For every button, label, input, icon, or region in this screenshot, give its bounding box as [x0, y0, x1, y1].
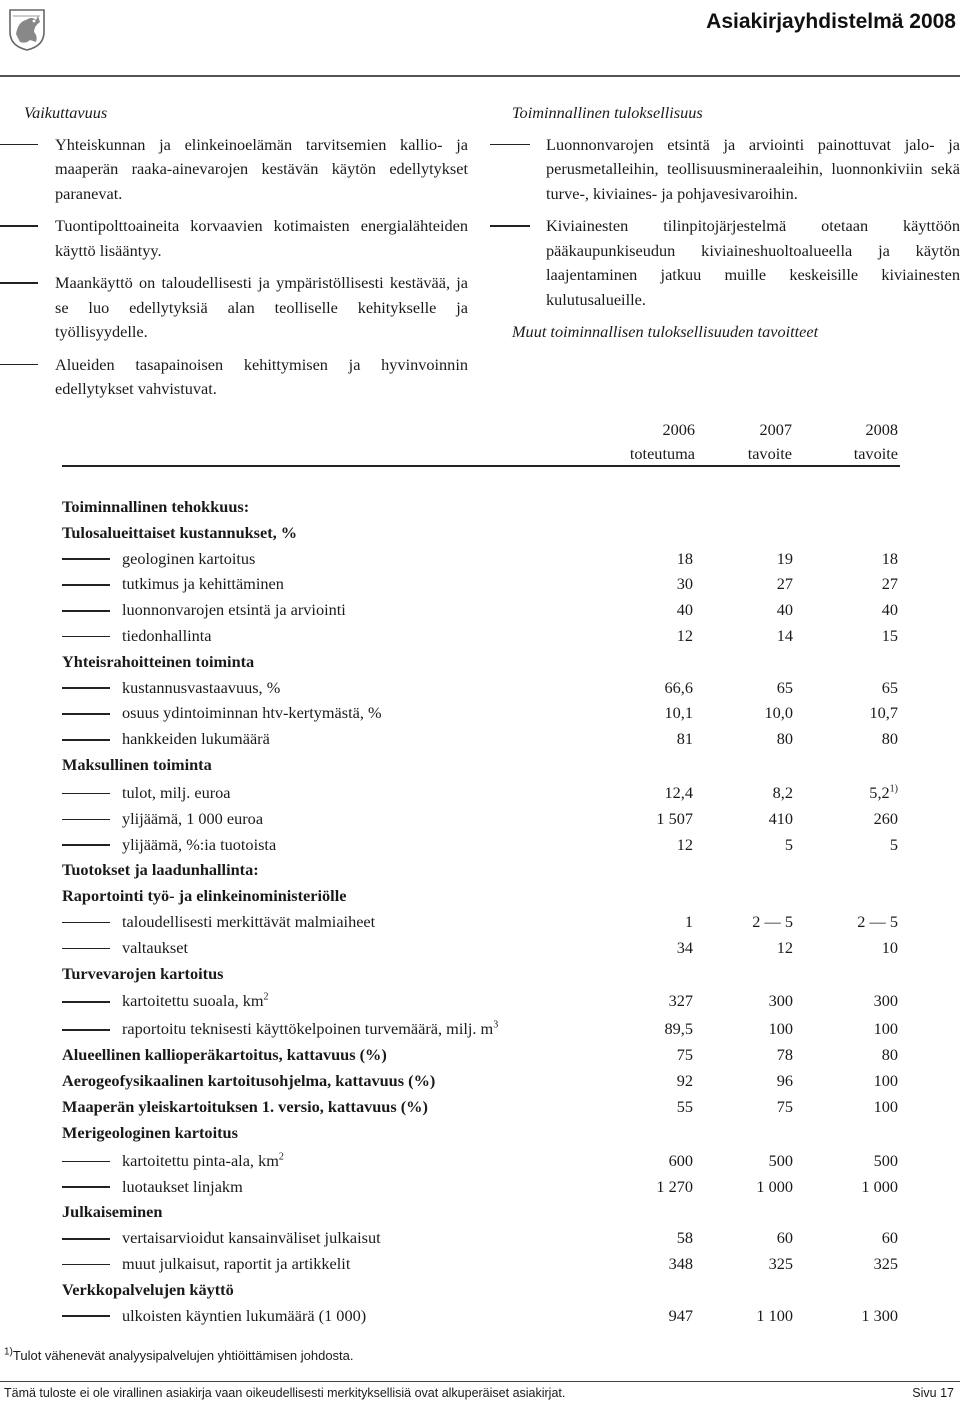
list-item: [0, 271, 468, 345]
header-divider: [0, 75, 960, 77]
cell-value: 12,4: [664, 782, 693, 802]
list-item-text: Yhteiskunnan ja elinkeinoelämän tarvitsemien kallio- ja maaperän raaka-ainevarojen kestävän käytön edellytykset paranevat.: [55, 134, 468, 203]
goals-table: [62, 494, 900, 1328]
table-cell: [703, 1014, 793, 1044]
row-label-text: Tulosalueittaiset kustannukset, %: [62, 522, 298, 542]
table-cell: [603, 1068, 693, 1094]
table-cell: [808, 1225, 898, 1251]
cell-value: 300: [873, 991, 898, 1011]
row-label-text: ulkoisten käyntien lukumäärä (1 000): [122, 1305, 367, 1325]
cell-value: 27: [881, 574, 898, 594]
row-label: [62, 1068, 435, 1094]
cell-value: 66,6: [664, 677, 693, 697]
table-cell: [603, 726, 693, 752]
table-cell: [703, 806, 793, 832]
cell-value: 27: [776, 574, 793, 594]
table-row: [62, 623, 900, 649]
table-cell: [703, 1068, 793, 1094]
table-cell: [808, 935, 898, 961]
table-cell: [703, 909, 793, 935]
table-cell: [603, 778, 693, 808]
table-row: [62, 1199, 900, 1225]
row-label: [62, 1042, 387, 1068]
cell-value: 80: [881, 729, 898, 749]
cell-value: 100: [768, 1019, 793, 1039]
col-header-label-3: tavoite: [853, 444, 898, 463]
cell-value: 40: [881, 600, 898, 620]
unit-exponent: 3: [493, 1019, 499, 1031]
col-header-year-1: 2006: [662, 420, 695, 439]
table-cell: [808, 1014, 898, 1044]
footnote-ref: 1): [889, 783, 898, 795]
cell-value: 100: [873, 1019, 898, 1039]
table-cell: [603, 1303, 693, 1329]
row-label-text: kustannusvastaavuus, %: [122, 677, 281, 697]
cell-value: 81: [676, 729, 693, 749]
row-label: [62, 546, 255, 572]
coat-of-arms-lion-icon: [4, 4, 50, 52]
list-item: [512, 133, 960, 207]
cell-value: 10,7: [869, 703, 898, 723]
list-item-text: Kiviainesten tilinpitojärjestelmä otetaan käyttöön pääkaupunkiseudun kiviaineshuoltoalueella ja käytön laajentaminen jatkuu muille keskeisille kiviainesten kulutusalueille.: [546, 216, 960, 309]
row-label-text: ylijäämä, 1 000 euroa: [122, 808, 264, 828]
table-cell: [703, 1094, 793, 1120]
row-label: [62, 909, 375, 935]
row-label: [62, 1277, 234, 1303]
row-label-text: tulot, milj. euroa: [122, 782, 231, 802]
table-cell: [808, 571, 898, 597]
list-item: [512, 214, 960, 312]
table-cell: [808, 909, 898, 935]
table-row: [62, 494, 900, 520]
table-cell: [808, 1146, 898, 1176]
row-label-text: hankkeiden lukumäärä: [122, 729, 270, 749]
table-row: [62, 909, 900, 935]
table-cell: [703, 1251, 793, 1277]
table-cell: [808, 1042, 898, 1068]
cell-value: 65: [881, 677, 898, 697]
cell-value: 2 — 5: [752, 911, 793, 931]
cell-value: 34: [676, 937, 693, 957]
cell-value: 1 100: [756, 1305, 793, 1325]
row-label: [62, 700, 382, 726]
cell-value: 10: [881, 937, 898, 957]
dash-bullet-icon: [0, 282, 38, 284]
row-label-text: luonnonvarojen etsintä ja arviointi: [122, 600, 346, 620]
cell-value: 600: [668, 1150, 693, 1170]
table-cell: [603, 935, 693, 961]
cell-value: 10,1: [664, 703, 693, 723]
table-cell: [808, 623, 898, 649]
table-cell: [603, 806, 693, 832]
impact-list: [0, 133, 468, 402]
table-cell: [703, 1303, 793, 1329]
cell-value: 55: [676, 1096, 693, 1116]
row-label: [62, 778, 231, 808]
row-label-text: Tuotokset ja laadunhallinta:: [62, 860, 259, 880]
table-row: [62, 1014, 900, 1042]
table-cell: [603, 700, 693, 726]
table-cell: [703, 726, 793, 752]
cell-value: 92: [676, 1071, 693, 1091]
cell-value: 15: [881, 625, 898, 645]
cell-value: 96: [776, 1071, 793, 1091]
table-row: [62, 832, 900, 858]
table-cell: [603, 546, 693, 572]
row-label-text: Maaperän yleiskartoituksen 1. versio, kattavuus (%): [62, 1096, 428, 1116]
row-label-text: luotaukset linjakm: [122, 1176, 243, 1196]
table-row: [62, 649, 900, 675]
cell-value: 30: [676, 574, 693, 594]
performance-section: [512, 101, 960, 352]
cell-value: 5: [889, 834, 898, 854]
row-label-text: Raportointi työ- ja elinkeinoministeriölle: [62, 886, 347, 906]
cell-value: 300: [768, 991, 793, 1011]
table-cell: [808, 986, 898, 1016]
table-row: [62, 752, 900, 778]
unit-exponent: 2: [278, 1151, 284, 1163]
row-label-text: geologinen kartoitus: [122, 548, 256, 568]
row-label: [62, 935, 188, 961]
cell-value: 12: [676, 834, 693, 854]
row-label-text: muut julkaisut, raportit ja artikkelit: [122, 1253, 351, 1273]
row-label-text: ylijäämä, %:ia tuotoista: [122, 834, 277, 854]
row-label: [62, 832, 276, 858]
table-row: [62, 546, 900, 572]
list-item-text: Tuontipolttoaineita korvaavien kotimaisten energialähteiden käyttö lisääntyy.: [55, 216, 468, 260]
table-cell: [603, 1146, 693, 1176]
table-cell: [808, 832, 898, 858]
cell-value: 12: [776, 937, 793, 957]
row-label: [62, 494, 249, 520]
table-cell: [603, 1225, 693, 1251]
list-item: [0, 353, 468, 402]
cell-value: 1 270: [656, 1176, 693, 1196]
list-item: [0, 133, 468, 207]
table-cell: [703, 1225, 793, 1251]
row-label: [62, 597, 346, 623]
table-cell: [808, 700, 898, 726]
table-row: [62, 778, 900, 806]
footer-divider: [0, 1381, 960, 1382]
footnote: [4, 1348, 354, 1363]
list-item: [0, 214, 468, 263]
page-number: Sivu 17: [912, 1386, 954, 1400]
impact-section: [0, 101, 468, 410]
row-label: [62, 520, 297, 546]
cell-value: 1 507: [656, 808, 693, 828]
table-cell: [808, 1094, 898, 1120]
cell-value: 80: [881, 1045, 898, 1065]
table-row: [62, 1174, 900, 1200]
footer-disclaimer: Tämä tuloste ei ole virallinen asiakirja vaan oikeudellisesti merkityksellisiä ovat alkuperäiset asiakirjat.: [4, 1386, 566, 1400]
other-goals-heading: Muut toiminnallisen tuloksellisuuden tavoitteet: [512, 322, 819, 341]
cell-value: 10,0: [764, 703, 793, 723]
row-label-text: taloudellisesti merkittävät malmiaiheet: [122, 911, 376, 931]
dash-bullet-icon: [0, 364, 38, 366]
table-row: [62, 597, 900, 623]
table-row: [62, 935, 900, 961]
list-item-text: Alueiden tasapainoisen kehittymisen ja hyvinvoinnin edellytykset vahvistuvat.: [55, 354, 468, 398]
footnote-mark: 1): [4, 1346, 13, 1358]
cell-value: 18: [881, 548, 898, 568]
cell-value: 325: [768, 1253, 793, 1273]
table-cell: [808, 778, 898, 808]
table-cell: [603, 909, 693, 935]
table-row: [62, 571, 900, 597]
cell-value: 65: [776, 677, 793, 697]
row-label-text: tiedonhallinta: [122, 625, 212, 645]
cell-value: 100: [873, 1096, 898, 1116]
cell-value: 58: [676, 1228, 693, 1248]
table-row: [62, 700, 900, 726]
row-label-text: kartoitettu pinta-ala, km: [122, 1150, 279, 1170]
table-cell: [808, 806, 898, 832]
row-label: [62, 857, 259, 883]
row-label: [62, 1174, 243, 1200]
table-cell: [703, 832, 793, 858]
row-label-text: valtaukset: [122, 937, 189, 957]
table-cell: [603, 1251, 693, 1277]
table-cell: [603, 675, 693, 701]
row-label-text: tutkimus ja kehittäminen: [122, 574, 284, 594]
cell-value: 60: [881, 1228, 898, 1248]
table-cell: [703, 778, 793, 808]
table-cell: [603, 1042, 693, 1068]
row-label: [62, 806, 263, 832]
table-row: [62, 1120, 900, 1146]
cell-value: 60: [776, 1228, 793, 1248]
table-row: [62, 1042, 900, 1068]
table-row: [62, 726, 900, 752]
row-label-text: Verkkopalvelujen käyttö: [62, 1279, 234, 1299]
performance-heading: Toiminnallinen tuloksellisuus: [512, 103, 703, 122]
table-cell: [808, 1251, 898, 1277]
table-cell: [603, 597, 693, 623]
table-row: [62, 883, 900, 909]
cell-value: 500: [873, 1150, 898, 1170]
cell-value: 19: [776, 548, 793, 568]
table-cell: [808, 1174, 898, 1200]
table-cell: [703, 571, 793, 597]
cell-value: 40: [776, 600, 793, 620]
table-row: [62, 1225, 900, 1251]
table-row: [62, 986, 900, 1014]
table-cell: [808, 597, 898, 623]
unit-exponent: 2: [263, 991, 269, 1003]
table-cell: [703, 700, 793, 726]
list-item-text: Maankäyttö on taloudellisesti ja ympäristöllisesti kestävää, ja se luo edellytyksiä alan teolliselle kehitykselle ja työllisyydelle.: [55, 273, 468, 341]
row-label: [62, 752, 212, 778]
cell-value: 325: [873, 1253, 898, 1273]
row-label-text: vertaisarvioidut kansainväliset julkaisut: [122, 1228, 381, 1248]
impact-heading: Vaikuttavuus: [24, 103, 108, 122]
table-cell: [808, 726, 898, 752]
row-label: [62, 1120, 238, 1146]
cell-value: 327: [668, 991, 693, 1011]
row-label: [62, 1199, 162, 1225]
row-label-text: Toiminnallinen tehokkuus:: [62, 497, 250, 516]
cell-value: 1 300: [861, 1305, 898, 1325]
table-cell: [603, 623, 693, 649]
row-label: [62, 649, 254, 675]
row-label-text: Turvevarojen kartoitus: [62, 963, 224, 983]
row-label: [62, 1146, 284, 1176]
document-title: Asiakirjayhdistelmä 2008: [706, 10, 956, 33]
row-label: [62, 1303, 366, 1329]
cell-value: 5,2: [869, 782, 890, 802]
row-label-text: Julkaiseminen: [62, 1202, 163, 1222]
cell-value: 89,5: [664, 1019, 693, 1039]
cell-value: 5: [784, 834, 793, 854]
col-header-label-1: toteutuma: [629, 444, 695, 463]
cell-value: 1 000: [756, 1176, 793, 1196]
footnote-text: Tulot vähenevät analyysipalvelujen yhtiöittämisen johdosta.: [12, 1348, 354, 1363]
table-cell: [808, 1068, 898, 1094]
dash-bullet-icon: [490, 225, 530, 227]
cell-value: 80: [776, 729, 793, 749]
cell-value: 260: [873, 808, 898, 828]
cell-value: 75: [676, 1045, 693, 1065]
cell-value: 8,2: [772, 782, 793, 802]
cell-value: 12: [676, 625, 693, 645]
row-label: [62, 986, 269, 1016]
performance-list: [512, 133, 960, 313]
row-label: [62, 571, 284, 597]
table-cell: [808, 1303, 898, 1329]
dash-bullet-icon: [490, 144, 530, 146]
cell-value: 1: [684, 911, 693, 931]
cell-value: 410: [768, 808, 793, 828]
row-label-text: Yhteisrahoitteinen toiminta: [62, 651, 255, 671]
list-item-text: Luonnonvarojen etsintä ja arviointi painottuvat jalo- ja perusmetalleihin, teollisuusmineraaleihin, luonnonkiviin sekä turve-, kiviaines- ja pohjavesivaroihin.: [546, 134, 960, 203]
row-label-text: Merigeologinen kartoitus: [62, 1122, 238, 1142]
cell-value: 40: [676, 600, 693, 620]
table-cell: [603, 571, 693, 597]
row-label: [62, 883, 346, 909]
cell-value: 14: [776, 625, 793, 645]
table-row: [62, 1277, 900, 1303]
table-cell: [703, 546, 793, 572]
row-label-text: Maksullinen toiminta: [62, 754, 212, 774]
table-row: [62, 961, 900, 987]
row-label: [62, 1225, 381, 1251]
dash-bullet-icon: [0, 225, 38, 227]
table-cell: [703, 1146, 793, 1176]
table-cell: [703, 935, 793, 961]
cell-value: 947: [668, 1305, 693, 1325]
row-label: [62, 1014, 498, 1044]
table-row: [62, 1146, 900, 1174]
row-label-text: Alueellinen kallioperäkartoitus, kattavuus (%): [62, 1045, 387, 1065]
table-cell: [703, 1174, 793, 1200]
table-row: [62, 520, 900, 546]
table-cell: [703, 1042, 793, 1068]
col-header-year-2: 2007: [759, 420, 792, 439]
row-label-text: kartoitettu suoala, km: [122, 991, 264, 1011]
table-row: [62, 857, 900, 883]
table-cell: [703, 623, 793, 649]
table-cell: [603, 1014, 693, 1044]
row-label: [62, 623, 212, 649]
row-label-text: osuus ydintoiminnan htv-kertymästä, %: [122, 703, 382, 723]
cell-value: 1 000: [861, 1176, 898, 1196]
row-label-text: Aerogeofysikaalinen kartoitusohjelma, kattavuus (%): [62, 1071, 436, 1091]
table-cell: [603, 1094, 693, 1120]
table-cell: [703, 597, 793, 623]
cell-value: 500: [768, 1150, 793, 1170]
cell-value: 348: [668, 1253, 693, 1273]
table-row: [62, 1303, 900, 1329]
table-cell: [603, 1174, 693, 1200]
row-label: [62, 961, 223, 987]
col-header-year-3: 2008: [865, 420, 898, 439]
row-label: [62, 726, 270, 752]
table-header-rule: [62, 465, 900, 467]
table-row: [62, 1251, 900, 1277]
table-cell: [808, 546, 898, 572]
table-cell: [603, 832, 693, 858]
col-header-label-2: tavoite: [747, 444, 792, 463]
table-cell: [703, 675, 793, 701]
row-label: [62, 1094, 428, 1120]
cell-value: 75: [776, 1096, 793, 1116]
table-row: [62, 1068, 900, 1094]
table-cell: [808, 675, 898, 701]
page-header: [0, 0, 960, 58]
row-label-text: raportoitu teknisesti käyttökelpoinen turvemäärä, milj. m: [122, 1019, 494, 1039]
cell-value: 18: [676, 548, 693, 568]
row-label: [62, 1251, 350, 1277]
cell-value: 2 — 5: [857, 911, 898, 931]
dash-bullet-icon: [0, 144, 38, 146]
table-cell: [703, 986, 793, 1016]
table-row: [62, 675, 900, 701]
table-row: [62, 1094, 900, 1120]
cell-value: 78: [776, 1045, 793, 1065]
cell-value: 100: [873, 1071, 898, 1091]
table-row: [62, 806, 900, 832]
table-cell: [603, 986, 693, 1016]
row-label: [62, 675, 280, 701]
